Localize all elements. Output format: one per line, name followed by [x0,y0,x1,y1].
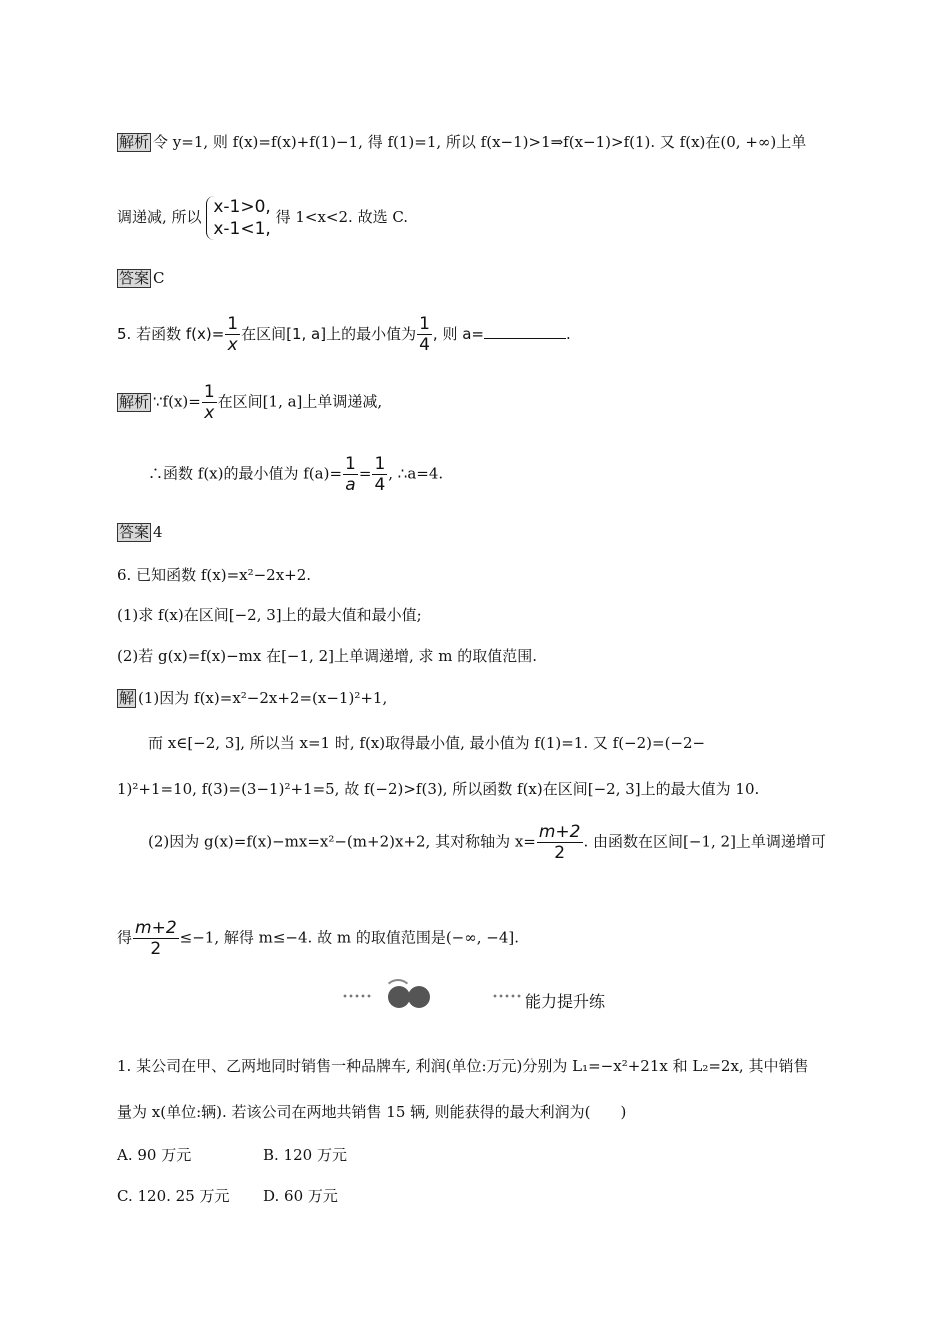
answer-blank[interactable] [484,324,566,339]
q6-solution-line5: 得 $\frac{m+2}{2}$ ≤−1, 解得 m≤−4. 故 m 的取值范围是(−∞, −4]. [117,918,520,959]
q4-solution-line2: 调递减, 所以 x-1>0, x-1<1, 得 1<x<2. 故选 C. [117,197,409,239]
q6-part1: (1)求 f(x)在区间[−2, 3]上的最大值和最小值; [117,606,422,624]
q6-solution-line2: 而 x∈[−2, 3], 所以当 x=1 时, f(x)取得最小值, 最小值为 f(1)=1. 又 f(−2)=(−2− [148,734,706,752]
q5-solution-line1: 解析 ∵f(x)= $\frac{1}{x}$ 在区间[1, a]上单调递减, [119,382,383,423]
q4-solution-line1: 解析 令 y=1, 则 f(x)=f(x)+f(1)−1, 得 f(1)=1, 所以 f(x−1)>1⇒f(x−1)>f(1). 又 f(x)在(0, +∞)上单 [119,133,807,151]
fraction: $\frac{1}{x}$ [227,314,239,355]
analysis-tag: 解析 [119,392,150,411]
p1-option-a[interactable]: A. 90 万元 [117,1146,192,1164]
q6-solution-line4: (2)因为 g(x)=f(x)−mx=x²−(m+2)x+2, 其对称轴为 x= $\frac{m+2}{2}$ . 由函数在区间[−1, 2]上单调递增可 [148,822,826,863]
fraction: $\frac{1}{4}$ [374,454,386,495]
dots-right [492,994,522,998]
p1-line2: 量为 x(单位:辆). 若该公司在两地共销售 15 辆, 则能获得的最大利润为( ) [117,1103,627,1121]
q5-solution-line2: ∴函数 f(x)的最小值为 f(a)= $\frac{1}{a}$ = $\frac{1}{4}$ , ∴a=4. [148,454,444,495]
inequality-system: x-1>0, x-1<1, [206,196,270,240]
p1-option-b[interactable]: B. 120 万元 [263,1146,347,1164]
circle-right [408,986,430,1008]
section-divider [340,978,640,1018]
q6-stem: 6. 已知函数 f(x)=x²−2x+2. [117,566,312,584]
fraction: $\frac{m+2}{2}$ [538,822,581,863]
section-title: 能力提升练 [525,992,606,1011]
answer-tag: 答案 [119,523,150,541]
solution-tag: 解 [119,689,135,707]
circle-left [388,986,410,1008]
q6-solution-line1: 解 (1)因为 f(x)=x²−2x+2=(x−1)²+1, [119,689,388,707]
q5-answer: 答案 4 [119,523,163,541]
p1-option-c[interactable]: C. 120. 25 万元 [117,1187,230,1205]
fraction: $\frac{m+2}{2}$ [135,918,177,959]
q4-answer: 答案 C [119,269,165,287]
q5-stem: 5. 若函数 f(x)= $\frac{1}{x}$ 在区间[1, a]上的最小值为 $\frac{1}{4}$ , 则 a= . [117,314,571,355]
fraction: $\frac{1}{4}$ [419,314,430,355]
dots-left [342,994,372,998]
analysis-tag: 解析 [119,133,150,151]
q6-solution-line3: 1)²+1=10, f(3)=(3−1)²+1=5, 故 f(−2)>f(3), 所以函数 f(x)在区间[−2, 3]上的最大值为 10. [117,780,760,798]
fraction: $\frac{1}{x}$ [203,382,215,423]
fraction: $\frac{1}{a}$ [345,454,356,495]
q6-part2: (2)若 g(x)=f(x)−mx 在[−1, 2]上单调递增, 求 m 的取值范围. [117,647,538,665]
p1-option-d[interactable]: D. 60 万元 [263,1187,338,1205]
answer-tag: 答案 [119,269,150,287]
p1-line1: 1. 某公司在甲、乙两地同时销售一种品牌车, 利润(单位:万元)分别为 L₁=−x²+21x 和 L₂=2x, 其中销售 [117,1057,809,1075]
